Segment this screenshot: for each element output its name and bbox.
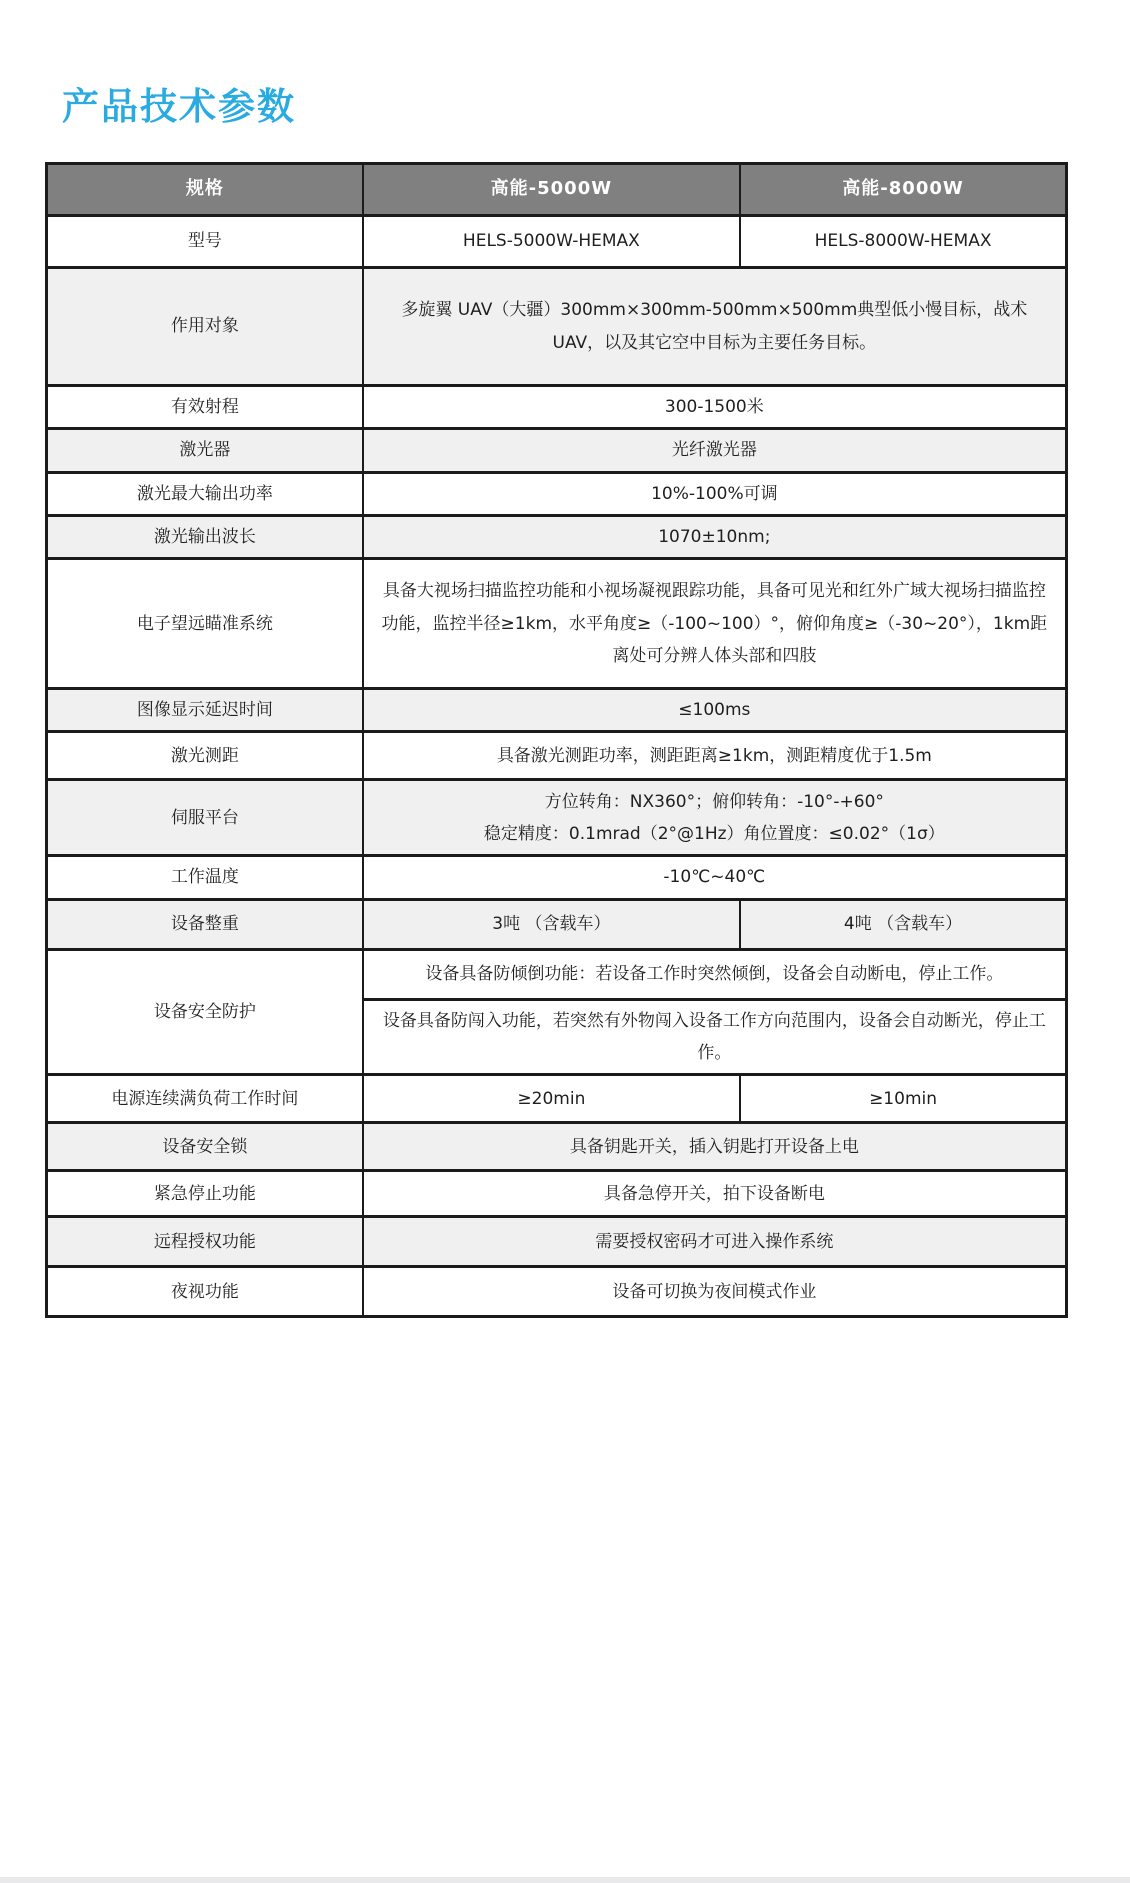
spec-label-cell: 夜视功能 (47, 1267, 363, 1317)
spec-value-cell: HELS-5000W-HEMAX (363, 216, 740, 268)
spec-value-cell: ≥10min (740, 1075, 1066, 1123)
table-row (47, 216, 1067, 268)
spec-value-cell: 光纤激光器 (363, 429, 1067, 472)
spec-value-cell: 1070±10nm; (363, 515, 1067, 558)
spec-value-cell: -10℃~40℃ (363, 856, 1067, 899)
table-row (47, 472, 1067, 515)
spec-table (45, 162, 1068, 1318)
spec-value-cell: HELS-8000W-HEMAX (740, 216, 1066, 268)
table-row (47, 1075, 1067, 1123)
spec-table-header (47, 164, 1067, 216)
table-row (47, 949, 1067, 999)
spec-label-cell: 工作温度 (47, 856, 363, 899)
spec-value-cell: 多旋翼 UAV（大疆）300mm×300mm-500mm×500mm典型低小慢目标，战术 UAV，以及其它空中目标为主要任务目标。 (363, 268, 1067, 386)
spec-label-cell: 激光测距 (47, 732, 363, 780)
spec-value-cell: 10%-100%可调 (363, 472, 1067, 515)
table-row (47, 899, 1067, 949)
table-row (47, 856, 1067, 899)
spec-label-cell: 远程授权功能 (47, 1217, 363, 1267)
table-row (47, 1123, 1067, 1171)
header-cell-8000w: 高能-8000W (740, 164, 1066, 216)
header-cell-spec: 规格 (47, 164, 363, 216)
spec-value-cell (363, 780, 1067, 856)
spec-label-cell: 设备安全防护 (47, 949, 363, 1075)
spec-label-cell: 有效射程 (47, 386, 363, 429)
table-row (47, 268, 1067, 386)
table-row (47, 559, 1067, 689)
spec-label-cell: 伺服平台 (47, 780, 363, 856)
spec-label-cell: 激光最大输出功率 (47, 472, 363, 515)
table-row (47, 732, 1067, 780)
table-row (47, 1171, 1067, 1217)
table-row (47, 780, 1067, 856)
table-row (47, 515, 1067, 558)
spec-value-cell: 具备大视场扫描监控功能和小视场凝视跟踪功能，具备可见光和红外广域大视场扫描监控功能，监控半径≥1km，水平角度≥（-100~100）°，俯仰角度≥（-30~20°），1km距离处可分辨人体头部和四肢 (363, 559, 1067, 689)
spec-value-cell: 300-1500米 (363, 386, 1067, 429)
spec-label-cell: 图像显示延迟时间 (47, 689, 363, 732)
spec-label-cell: 电源连续满负荷工作时间 (47, 1075, 363, 1123)
spec-value-cell: 设备可切换为夜间模式作业 (363, 1267, 1067, 1317)
spec-value-cell: 3吨 （含载车） (363, 899, 740, 949)
spec-label-cell: 激光输出波长 (47, 515, 363, 558)
spec-value-cell: ≥20min (363, 1075, 740, 1123)
spec-label-cell: 激光器 (47, 429, 363, 472)
table-row (47, 1267, 1067, 1317)
spec-table-body (47, 216, 1067, 1317)
table-row (47, 386, 1067, 429)
page-bottom-edge (0, 1877, 1130, 1883)
spec-value-cell: 4吨 （含载车） (740, 899, 1066, 949)
spec-label-cell: 作用对象 (47, 268, 363, 386)
spec-label-cell: 紧急停止功能 (47, 1171, 363, 1217)
spec-value-cell: 具备激光测距功率，测距距离≥1km，测距精度优于1.5m (363, 732, 1067, 780)
table-row (47, 689, 1067, 732)
spec-label-cell: 型号 (47, 216, 363, 268)
table-row (47, 1217, 1067, 1267)
spec-label-cell: 电子望远瞄准系统 (47, 559, 363, 689)
header-row (47, 164, 1067, 216)
spec-label-cell: 设备安全锁 (47, 1123, 363, 1171)
spec-value-line: 方位转角：NX360°；俯仰转角：-10°-+60° (544, 791, 884, 812)
page-title: 产品技术参数 (62, 85, 296, 128)
spec-value-cell: 设备具备防闯入功能，若突然有外物闯入设备工作方向范围内，设备会自动断光，停止工作。 (363, 999, 1067, 1075)
spec-value-cell: 设备具备防倾倒功能：若设备工作时突然倾倒，设备会自动断电，停止工作。 (363, 949, 1067, 999)
header-cell-5000w: 高能-5000W (363, 164, 740, 216)
spec-label-cell: 设备整重 (47, 899, 363, 949)
spec-value-line: 稳定精度：0.1mrad（2°@1Hz）角位置度：≤0.02°（1σ） (483, 823, 945, 844)
table-row (47, 429, 1067, 472)
spec-value-cell: ≤100ms (363, 689, 1067, 732)
spec-value-cell: 具备急停开关，拍下设备断电 (363, 1171, 1067, 1217)
spec-value-cell: 具备钥匙开关，插入钥匙打开设备上电 (363, 1123, 1067, 1171)
spec-value-cell: 需要授权密码才可进入操作系统 (363, 1217, 1067, 1267)
